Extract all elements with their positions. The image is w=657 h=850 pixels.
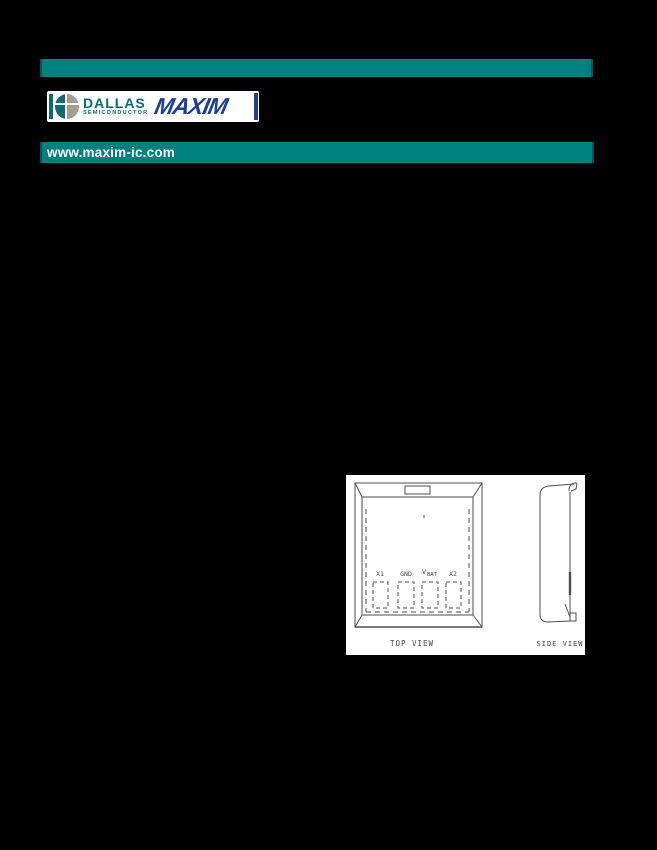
pin-label-gnd: GND [400, 570, 412, 578]
pad-x1 [373, 582, 388, 608]
pin-label-vbat-v: V [422, 568, 427, 576]
maxim-wordmark: MAXIM [152, 93, 230, 119]
corner-bevels [355, 483, 482, 627]
side-view-group [540, 483, 577, 622]
dallas-subtitle: SEMICONDUCTOR [83, 109, 149, 116]
header-rule-bar [40, 59, 593, 77]
side-bottom-foot [570, 613, 576, 621]
top-view-group [355, 483, 482, 627]
side-view-caption: SIDE VIEW [536, 640, 584, 648]
side-lead-diagonal [565, 604, 570, 617]
website-url-bar [40, 142, 594, 163]
dallas-clock-icon [55, 94, 79, 119]
maxim-logo-end-bar [254, 93, 258, 120]
dallas-wordmark [83, 94, 149, 117]
dallas-name: DALLAS [83, 94, 146, 111]
pad-gnd [398, 582, 414, 608]
pin-label-x2: X2 [449, 570, 457, 578]
pin-label-x1: X1 [376, 570, 384, 578]
package-drawing-svg [346, 475, 585, 655]
hidden-cavity-lines [366, 509, 469, 612]
package-outline [355, 483, 482, 627]
package-diagram [346, 475, 585, 655]
top-view-caption: TOP VIEW [389, 639, 435, 648]
side-profile-outline [540, 484, 574, 622]
website-url-text[interactable]: www.maxim-ic.com [47, 145, 175, 160]
pin-label-vbat-sub: BAT [427, 572, 437, 578]
dallas-logo-edge-bar [49, 94, 54, 119]
pad-vbat [422, 582, 438, 608]
package-inner-frame [362, 497, 473, 615]
polarity-notch [405, 486, 430, 494]
brand-logo [47, 91, 259, 122]
pad-x2 [446, 582, 461, 608]
